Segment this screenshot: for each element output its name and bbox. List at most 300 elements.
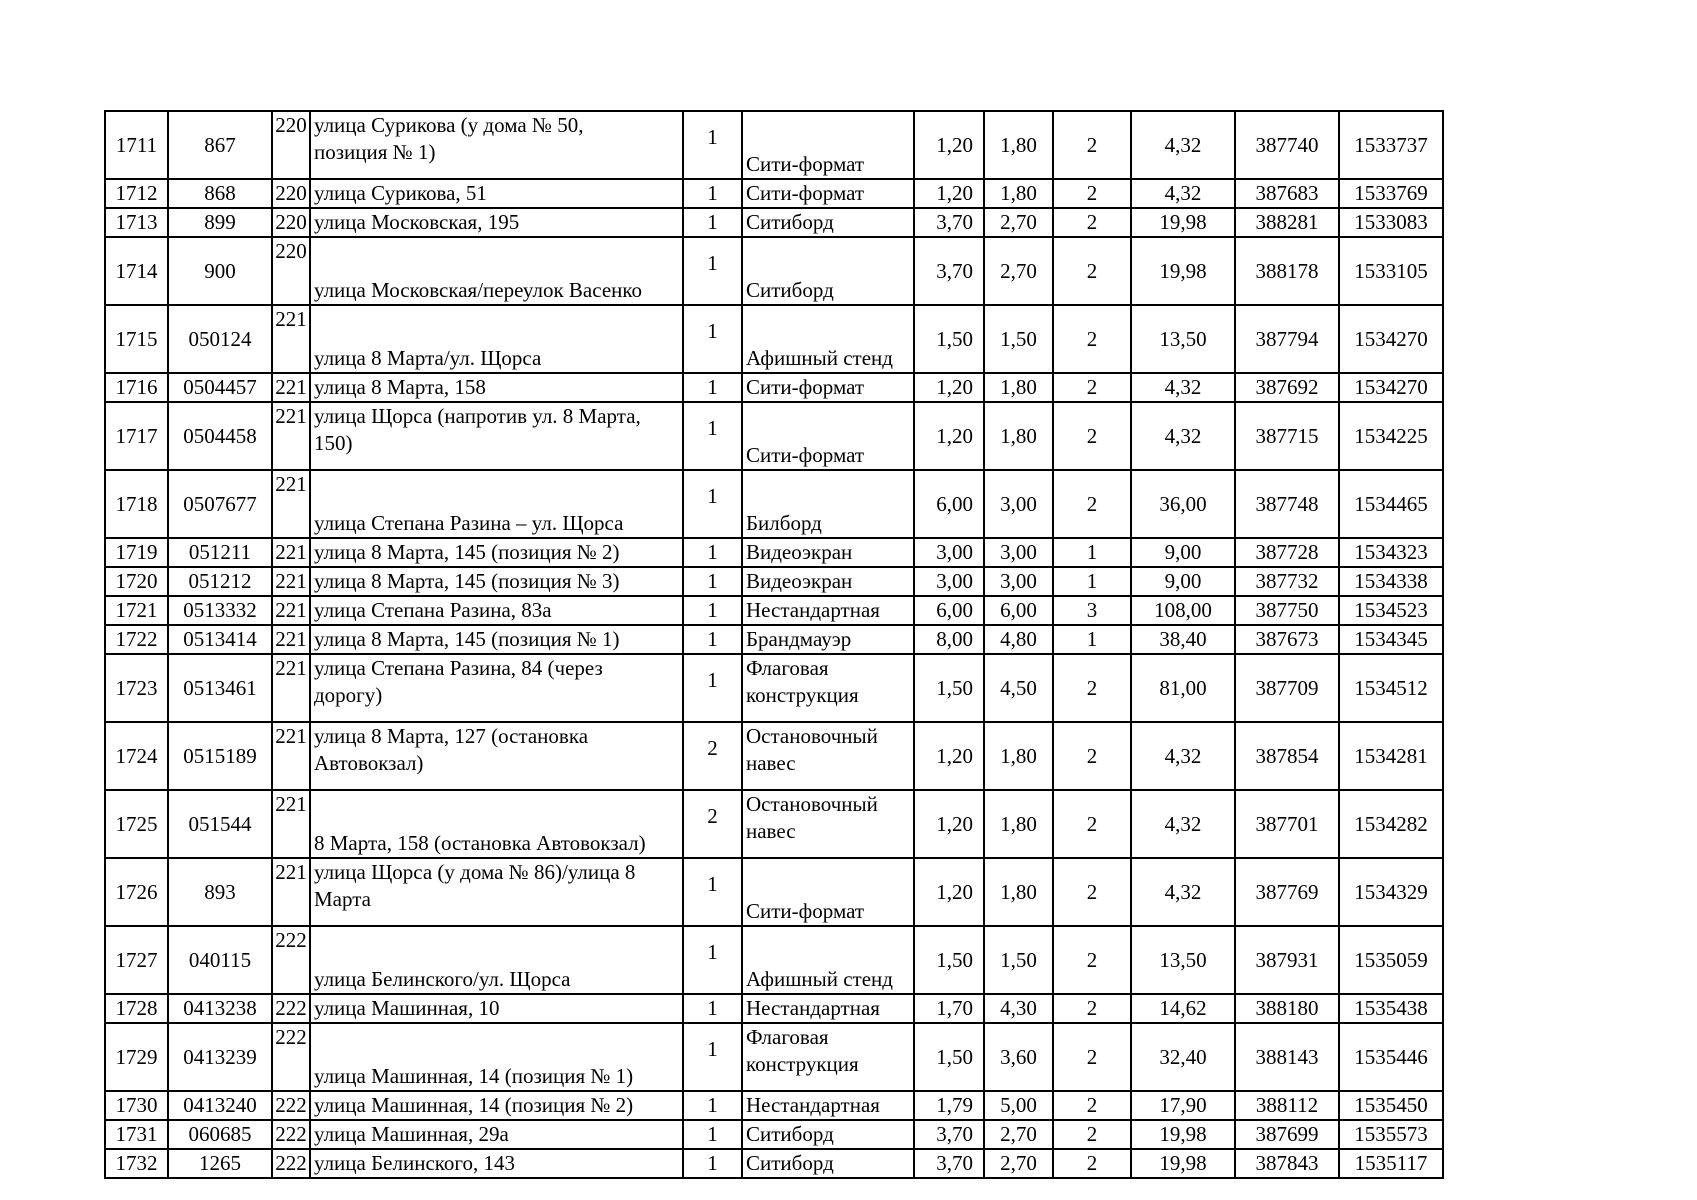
- cell-type-line: Сити-формат: [746, 375, 865, 399]
- cell-height: 2,70: [984, 208, 1053, 237]
- cell-zone: 221: [272, 722, 310, 790]
- cell-sides: 2: [683, 722, 742, 790]
- cell-address-line: улица Машинная, 14 (позиция № 1): [314, 1064, 634, 1088]
- cell-address: [310, 237, 683, 305]
- cell-row-number: 1719: [105, 538, 168, 567]
- cell-address-line: улица Сурикова (у дома № 50,: [314, 113, 584, 137]
- cell-coord-x: 388178: [1235, 237, 1339, 305]
- cell-sides: 1: [683, 596, 742, 625]
- cell-coord-x: 387732: [1235, 567, 1339, 596]
- cell-height: 4,30: [984, 994, 1053, 1023]
- cell-coord-y: 1533737: [1339, 111, 1443, 179]
- cell-width: 1,79: [914, 1091, 984, 1120]
- table-row: [105, 538, 1443, 567]
- cell-surfaces: 2: [1053, 373, 1131, 402]
- cell-address: [310, 179, 683, 208]
- cell-coord-x: 387740: [1235, 111, 1339, 179]
- cell-area: 4,32: [1131, 402, 1235, 470]
- cell-area: 32,40: [1131, 1023, 1235, 1091]
- cell-type: [742, 111, 914, 179]
- cell-row-number: 1722: [105, 625, 168, 654]
- cell-address: [310, 625, 683, 654]
- cell-sides: 1: [683, 111, 742, 179]
- cell-type-line: Видеоэкран: [746, 569, 853, 593]
- cell-sides: 1: [683, 1091, 742, 1120]
- cell-height: 3,60: [984, 1023, 1053, 1091]
- cell-width: 1,20: [914, 722, 984, 790]
- cell-type: [742, 373, 914, 402]
- cell-width: 3,70: [914, 237, 984, 305]
- cell-coord-y: 1535446: [1339, 1023, 1443, 1091]
- cell-row-number: 1721: [105, 596, 168, 625]
- cell-width: 1,20: [914, 373, 984, 402]
- cell-zone: 221: [272, 790, 310, 858]
- cell-type: [742, 596, 914, 625]
- cell-coord-y: 1534281: [1339, 722, 1443, 790]
- cell-address-line: 150): [314, 431, 353, 455]
- cell-type: [742, 654, 914, 722]
- cell-address-line: Марта: [314, 887, 371, 911]
- cell-type-line: Остановочный: [746, 724, 878, 748]
- cell-area: 13,50: [1131, 305, 1235, 373]
- cell-width: 3,00: [914, 567, 984, 596]
- cell-height: 1,80: [984, 858, 1053, 926]
- cell-coord-y: 1534338: [1339, 567, 1443, 596]
- table-row: [105, 722, 1443, 790]
- cell-area: 19,98: [1131, 237, 1235, 305]
- cell-width: 6,00: [914, 596, 984, 625]
- cell-zone: 221: [272, 402, 310, 470]
- cell-zone: 221: [272, 654, 310, 722]
- cell-height: 5,00: [984, 1091, 1053, 1120]
- table-row: [105, 596, 1443, 625]
- cell-height: 2,70: [984, 237, 1053, 305]
- cell-code: 050124: [168, 305, 272, 373]
- cell-area: 19,98: [1131, 1149, 1235, 1178]
- cell-address-line: Автовокзал): [314, 751, 424, 775]
- cell-zone: 221: [272, 305, 310, 373]
- cell-width: 1,20: [914, 179, 984, 208]
- cell-zone: 222: [272, 926, 310, 994]
- cell-coord-x: 387769: [1235, 858, 1339, 926]
- cell-type-line: Нестандартная: [746, 1093, 880, 1117]
- cell-surfaces: 2: [1053, 722, 1131, 790]
- cell-type-line: Ситиборд: [746, 278, 834, 302]
- cell-area: 4,32: [1131, 111, 1235, 179]
- cell-coord-x: 387931: [1235, 926, 1339, 994]
- cell-code: 0504457: [168, 373, 272, 402]
- cell-address: [310, 790, 683, 858]
- cell-address-line: улица Белинского/ул. Щорса: [314, 967, 571, 991]
- cell-code: 900: [168, 237, 272, 305]
- cell-coord-x: 388143: [1235, 1023, 1339, 1091]
- cell-sides: 1: [683, 470, 742, 538]
- cell-coord-y: 1534323: [1339, 538, 1443, 567]
- cell-row-number: 1726: [105, 858, 168, 926]
- cell-address-line: позиция № 1): [314, 140, 436, 164]
- table-row: [105, 237, 1443, 305]
- cell-address-line: улица Московская/переулок Васенко: [314, 278, 643, 302]
- cell-height: 1,50: [984, 305, 1053, 373]
- cell-address-line: дорогу): [314, 683, 383, 707]
- cell-area: 108,00: [1131, 596, 1235, 625]
- cell-row-number: 1730: [105, 1091, 168, 1120]
- cell-address: [310, 722, 683, 790]
- cell-type: [742, 305, 914, 373]
- cell-surfaces: 2: [1053, 1149, 1131, 1178]
- cell-type-line: Афишный стенд: [746, 967, 893, 991]
- cell-coord-x: 387794: [1235, 305, 1339, 373]
- cell-code: 868: [168, 179, 272, 208]
- cell-type: [742, 858, 914, 926]
- table-row: [105, 1149, 1443, 1178]
- cell-sides: 1: [683, 373, 742, 402]
- cell-zone: 220: [272, 237, 310, 305]
- table-row: [105, 470, 1443, 538]
- cell-sides: 1: [683, 994, 742, 1023]
- table-row: [105, 1091, 1443, 1120]
- cell-coord-x: 387748: [1235, 470, 1339, 538]
- cell-coord-y: 1534282: [1339, 790, 1443, 858]
- cell-zone: 222: [272, 1149, 310, 1178]
- cell-width: 1,50: [914, 926, 984, 994]
- cell-surfaces: 2: [1053, 208, 1131, 237]
- cell-coord-x: 387843: [1235, 1149, 1339, 1178]
- cell-coord-y: 1533083: [1339, 208, 1443, 237]
- cell-address: [310, 567, 683, 596]
- cell-type: [742, 926, 914, 994]
- cell-address-line: улица Машинная, 14 (позиция № 2): [314, 1093, 634, 1117]
- cell-height: 1,80: [984, 373, 1053, 402]
- cell-sides: 1: [683, 208, 742, 237]
- cell-surfaces: 2: [1053, 237, 1131, 305]
- cell-address: [310, 926, 683, 994]
- cell-type: [742, 1091, 914, 1120]
- cell-surfaces: 2: [1053, 790, 1131, 858]
- cell-height: 3,00: [984, 538, 1053, 567]
- table-row: [105, 1023, 1443, 1091]
- cell-zone: 221: [272, 858, 310, 926]
- cell-coord-y: 1534512: [1339, 654, 1443, 722]
- cell-area: 4,32: [1131, 790, 1235, 858]
- cell-address-line: улица 8 Марта, 158: [314, 375, 486, 399]
- cell-area: 4,32: [1131, 858, 1235, 926]
- cell-type: [742, 179, 914, 208]
- cell-row-number: 1723: [105, 654, 168, 722]
- cell-area: 4,32: [1131, 722, 1235, 790]
- cell-row-number: 1727: [105, 926, 168, 994]
- cell-row-number: 1729: [105, 1023, 168, 1091]
- cell-type-line: Сити-формат: [746, 181, 865, 205]
- cell-address-line: улица 8 Марта, 145 (позиция № 1): [314, 627, 620, 651]
- cell-surfaces: 2: [1053, 1120, 1131, 1149]
- cell-row-number: 1717: [105, 402, 168, 470]
- cell-row-number: 1711: [105, 111, 168, 179]
- table-row: [105, 994, 1443, 1023]
- cell-width: 1,20: [914, 858, 984, 926]
- table-row: [105, 305, 1443, 373]
- cell-row-number: 1716: [105, 373, 168, 402]
- cell-type-line: Нестандартная: [746, 598, 880, 622]
- cell-type-line: Флаговая: [746, 1025, 829, 1049]
- cell-coord-x: 387701: [1235, 790, 1339, 858]
- cell-area: 9,00: [1131, 538, 1235, 567]
- cell-code: 0515189: [168, 722, 272, 790]
- cell-type-line: конструкция: [746, 1052, 859, 1076]
- cell-coord-y: 1535438: [1339, 994, 1443, 1023]
- cell-code: 060685: [168, 1120, 272, 1149]
- cell-zone: 221: [272, 625, 310, 654]
- cell-area: 19,98: [1131, 208, 1235, 237]
- cell-type: [742, 625, 914, 654]
- cell-coord-x: 388112: [1235, 1091, 1339, 1120]
- table-row: [105, 654, 1443, 722]
- cell-row-number: 1728: [105, 994, 168, 1023]
- cell-zone: 221: [272, 538, 310, 567]
- cell-sides: 1: [683, 858, 742, 926]
- cell-address: [310, 538, 683, 567]
- table-row: [105, 373, 1443, 402]
- cell-code: 0504458: [168, 402, 272, 470]
- cell-type-line: Остановочный: [746, 792, 878, 816]
- cell-zone: 222: [272, 1120, 310, 1149]
- cell-area: 17,90: [1131, 1091, 1235, 1120]
- cell-row-number: 1715: [105, 305, 168, 373]
- cell-coord-x: 387709: [1235, 654, 1339, 722]
- cell-area: 13,50: [1131, 926, 1235, 994]
- cell-width: 6,00: [914, 470, 984, 538]
- cell-address: [310, 596, 683, 625]
- table-row: [105, 625, 1443, 654]
- cell-type: [742, 567, 914, 596]
- cell-type: [742, 1149, 914, 1178]
- table-row: [105, 790, 1443, 858]
- cell-type: [742, 1023, 914, 1091]
- cell-area: 81,00: [1131, 654, 1235, 722]
- cell-address: [310, 305, 683, 373]
- cell-code: 0513461: [168, 654, 272, 722]
- cell-type: [742, 994, 914, 1023]
- cell-area: 9,00: [1131, 567, 1235, 596]
- cell-type: [742, 1120, 914, 1149]
- cell-coord-y: 1533105: [1339, 237, 1443, 305]
- cell-surfaces: 2: [1053, 1091, 1131, 1120]
- table-body: [105, 111, 1443, 1178]
- cell-area: 36,00: [1131, 470, 1235, 538]
- table-row: [105, 402, 1443, 470]
- cell-address-line: улица Сурикова, 51: [314, 181, 487, 205]
- table-row: [105, 179, 1443, 208]
- cell-sides: 1: [683, 567, 742, 596]
- cell-sides: 1: [683, 926, 742, 994]
- cell-sides: 1: [683, 402, 742, 470]
- cell-area: 19,98: [1131, 1120, 1235, 1149]
- cell-surfaces: 1: [1053, 625, 1131, 654]
- cell-area: 4,32: [1131, 179, 1235, 208]
- table-row: [105, 858, 1443, 926]
- cell-coord-y: 1534225: [1339, 402, 1443, 470]
- cell-coord-y: 1533769: [1339, 179, 1443, 208]
- cell-surfaces: 2: [1053, 926, 1131, 994]
- cell-address: [310, 858, 683, 926]
- cell-type-line: навес: [746, 751, 796, 775]
- cell-address-line: улица Московская, 195: [314, 210, 520, 234]
- cell-sides: 1: [683, 179, 742, 208]
- cell-code: 0413238: [168, 994, 272, 1023]
- cell-zone: 221: [272, 373, 310, 402]
- cell-type-line: Флаговая: [746, 656, 829, 680]
- cell-width: 3,70: [914, 1120, 984, 1149]
- cell-area: 4,32: [1131, 373, 1235, 402]
- cell-type-line: Нестандартная: [746, 996, 880, 1020]
- cell-address: [310, 208, 683, 237]
- cell-width: 1,20: [914, 790, 984, 858]
- data-table: [104, 110, 1444, 1179]
- cell-address-line: улица 8 Марта, 127 (остановка: [314, 724, 589, 748]
- cell-coord-x: 387854: [1235, 722, 1339, 790]
- cell-type-line: Видеоэкран: [746, 540, 853, 564]
- cell-address: [310, 1149, 683, 1178]
- cell-address-line: улица Степана Разина, 84 (через: [314, 656, 603, 680]
- cell-address: [310, 373, 683, 402]
- cell-coord-x: 388180: [1235, 994, 1339, 1023]
- cell-surfaces: 2: [1053, 111, 1131, 179]
- cell-type-line: Брандмауэр: [746, 627, 852, 651]
- cell-area: 14,62: [1131, 994, 1235, 1023]
- cell-height: 1,50: [984, 926, 1053, 994]
- cell-surfaces: 1: [1053, 567, 1131, 596]
- cell-row-number: 1713: [105, 208, 168, 237]
- cell-height: 2,70: [984, 1120, 1053, 1149]
- cell-type: [742, 790, 914, 858]
- cell-address-line: улица Машинная, 29а: [314, 1122, 509, 1146]
- table-row: [105, 926, 1443, 994]
- cell-coord-y: 1534523: [1339, 596, 1443, 625]
- cell-sides: 1: [683, 1023, 742, 1091]
- cell-height: 3,00: [984, 470, 1053, 538]
- cell-type: [742, 237, 914, 305]
- cell-type: [742, 470, 914, 538]
- cell-code: 051212: [168, 567, 272, 596]
- cell-zone: 221: [272, 567, 310, 596]
- cell-height: 1,80: [984, 179, 1053, 208]
- cell-coord-y: 1534270: [1339, 305, 1443, 373]
- cell-zone: 222: [272, 994, 310, 1023]
- cell-height: 3,00: [984, 567, 1053, 596]
- cell-width: 1,50: [914, 654, 984, 722]
- cell-sides: 1: [683, 1120, 742, 1149]
- cell-row-number: 1714: [105, 237, 168, 305]
- cell-address: [310, 654, 683, 722]
- cell-width: 3,70: [914, 208, 984, 237]
- cell-coord-y: 1534465: [1339, 470, 1443, 538]
- cell-code: 0413239: [168, 1023, 272, 1091]
- cell-coord-y: 1534345: [1339, 625, 1443, 654]
- cell-coord-x: 388281: [1235, 208, 1339, 237]
- cell-code: 040115: [168, 926, 272, 994]
- cell-coord-y: 1534329: [1339, 858, 1443, 926]
- cell-row-number: 1732: [105, 1149, 168, 1178]
- cell-surfaces: 2: [1053, 994, 1131, 1023]
- cell-code: 0507677: [168, 470, 272, 538]
- cell-code: 1265: [168, 1149, 272, 1178]
- cell-coord-y: 1535117: [1339, 1149, 1443, 1178]
- cell-coord-x: 387699: [1235, 1120, 1339, 1149]
- cell-zone: 220: [272, 208, 310, 237]
- cell-address-line: улица 8 Марта/ул. Щорса: [314, 346, 542, 370]
- cell-address: [310, 402, 683, 470]
- table-row: [105, 208, 1443, 237]
- cell-width: 1,50: [914, 1023, 984, 1091]
- cell-surfaces: 2: [1053, 305, 1131, 373]
- cell-coord-x: 387683: [1235, 179, 1339, 208]
- cell-zone: 222: [272, 1091, 310, 1120]
- cell-surfaces: 3: [1053, 596, 1131, 625]
- cell-type-line: конструкция: [746, 683, 859, 707]
- cell-surfaces: 2: [1053, 1023, 1131, 1091]
- cell-row-number: 1720: [105, 567, 168, 596]
- cell-code: 0513332: [168, 596, 272, 625]
- cell-row-number: 1724: [105, 722, 168, 790]
- cell-width: 3,00: [914, 538, 984, 567]
- cell-surfaces: 2: [1053, 470, 1131, 538]
- cell-type-line: Сити-формат: [746, 899, 865, 923]
- cell-sides: 1: [683, 237, 742, 305]
- cell-row-number: 1718: [105, 470, 168, 538]
- cell-coord-y: 1534270: [1339, 373, 1443, 402]
- cell-type-line: Ситиборд: [746, 1122, 834, 1146]
- cell-coord-x: 387673: [1235, 625, 1339, 654]
- cell-height: 6,00: [984, 596, 1053, 625]
- cell-address: [310, 1120, 683, 1149]
- cell-surfaces: 2: [1053, 654, 1131, 722]
- cell-sides: 1: [683, 538, 742, 567]
- cell-zone: 220: [272, 179, 310, 208]
- cell-code: 867: [168, 111, 272, 179]
- cell-width: 8,00: [914, 625, 984, 654]
- cell-zone: 220: [272, 111, 310, 179]
- cell-height: 4,80: [984, 625, 1053, 654]
- cell-type-line: Ситиборд: [746, 1151, 834, 1175]
- cell-type: [742, 722, 914, 790]
- cell-address-line: улица Степана Разина, 83а: [314, 598, 552, 622]
- cell-row-number: 1725: [105, 790, 168, 858]
- cell-type: [742, 538, 914, 567]
- cell-type-line: Билборд: [746, 511, 822, 535]
- cell-area: 38,40: [1131, 625, 1235, 654]
- cell-height: 1,80: [984, 402, 1053, 470]
- cell-sides: 1: [683, 305, 742, 373]
- cell-code: 893: [168, 858, 272, 926]
- cell-address: [310, 1091, 683, 1120]
- table-row: [105, 1120, 1443, 1149]
- cell-coord-x: 387728: [1235, 538, 1339, 567]
- cell-height: 1,80: [984, 790, 1053, 858]
- cell-address: [310, 111, 683, 179]
- cell-code: 051211: [168, 538, 272, 567]
- cell-address-line: улица Щорса (у дома № 86)/улица 8: [314, 860, 636, 884]
- table-row: [105, 567, 1443, 596]
- cell-surfaces: 2: [1053, 179, 1131, 208]
- cell-type-line: Афишный стенд: [746, 346, 893, 370]
- cell-address-line: улица Степана Разина – ул. Щорса: [314, 511, 624, 535]
- cell-sides: 1: [683, 1149, 742, 1178]
- cell-width: 1,70: [914, 994, 984, 1023]
- cell-surfaces: 2: [1053, 858, 1131, 926]
- cell-type: [742, 208, 914, 237]
- cell-coord-x: 387715: [1235, 402, 1339, 470]
- cell-address-line: улица Щорса (напротив ул. 8 Марта,: [314, 404, 641, 428]
